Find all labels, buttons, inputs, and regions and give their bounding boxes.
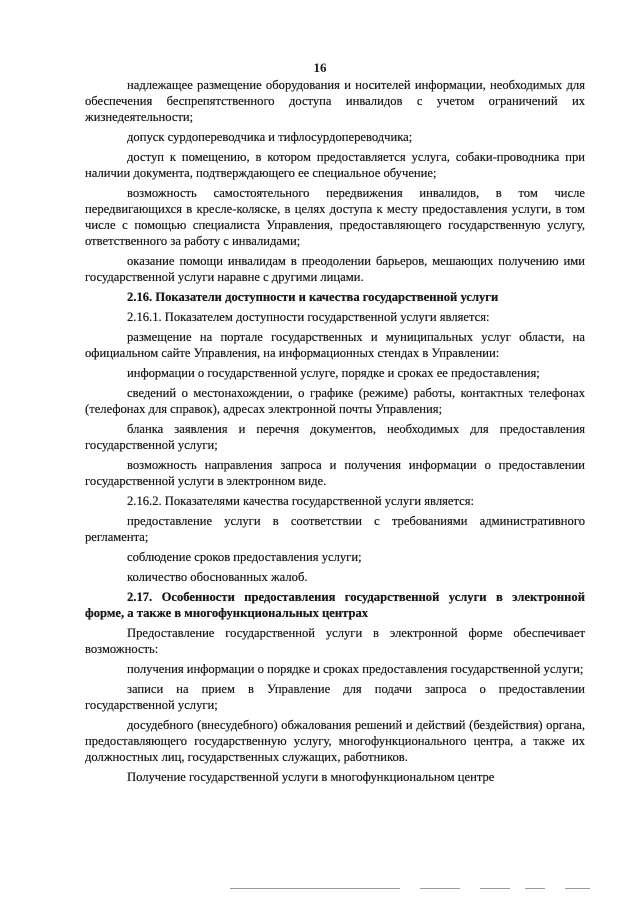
paragraph: записи на прием в Управление для подачи запроса о предоставлении государственной услуги; (85, 682, 585, 712)
paragraph: получения информации о порядке и сроках предоставления государственной услуги; (127, 662, 584, 676)
scan-artifact-line (480, 888, 510, 889)
scan-artifact-line (525, 888, 545, 889)
paragraph: возможность самостоятельного передвижения инвалидов, в том числе передвигающихся в кресле-коляске, в целях доступа к месту предоставления услуги, в том числе с помощью специалиста Управления, предоставляющего государственную услугу, ответственного за работу с инвалидами; (85, 186, 585, 248)
paragraph: 2.16.2. Показателями качества государственной услуги является: (127, 494, 475, 508)
scan-artifact-line (420, 888, 460, 889)
paragraph: количество обоснованных жалоб. (127, 570, 308, 584)
paragraph: надлежащее размещение оборудования и носителей информации, необходимых для обеспечения беспрепятственного доступа инвалидов с учетом ограничений их жизнедеятельности; (85, 78, 585, 124)
section-heading: 2.16. Показатели доступности и качества государственной услуги (127, 290, 499, 304)
paragraph: размещение на портале государственных и муниципальных услуг области, на официальном сайте Управления, на информационных стендах в Управлении: (85, 330, 585, 360)
paragraph: доступ к помещению, в котором предоставляется услуга, собаки-проводника при наличии документа, подтверждающего ее специальное обучение; (85, 150, 585, 180)
scan-artifact-line (565, 888, 590, 889)
paragraph: досудебного (внесудебного) обжалования решений и действий (бездействия) органа, предоставляющего государственную услугу, многофункционального центра, а также их должностных лиц, государственных служащих, работников. (85, 718, 585, 764)
paragraph: бланка заявления и перечня документов, необходимых для предоставления государственной услуги; (85, 422, 585, 452)
paragraph: допуск сурдопереводчика и тифлосурдопереводчика; (127, 130, 413, 144)
paragraph: оказание помощи инвалидам в преодолении барьеров, мешающих получению ими государственной услуги наравне с другими лицами. (85, 254, 585, 284)
paragraph: Получение государственной услуги в многофункциональном центре (127, 770, 495, 784)
paragraph: 2.16.1. Показателем доступности государственной услуги является: (127, 310, 490, 324)
paragraph: сведений о местонахождении, о графике (режиме) работы, контактных телефонах (телефонах для справок), адресах электронной почты Управления; (85, 386, 585, 416)
paragraph: информации о государственной услуге, порядке и сроках ее предоставления; (127, 366, 540, 380)
paragraph: Предоставление государственной услуги в электронной форме обеспечивает возможность: (85, 626, 585, 656)
page-number: 16 (313, 60, 327, 75)
paragraph: возможность направления запроса и получения информации о предоставлении государственной услуги в электронном виде. (85, 458, 585, 488)
paragraph: предоставление услуги в соответствии с требованиями административного регламента; (85, 514, 585, 544)
paragraph: соблюдение сроков предоставления услуги; (127, 550, 362, 564)
scan-artifact-line (230, 888, 400, 889)
document-body (85, 77, 585, 785)
section-heading: 2.17. Особенности предоставления государственной услуги в электронной форме, а также в многофункциональных центрах (85, 590, 585, 620)
